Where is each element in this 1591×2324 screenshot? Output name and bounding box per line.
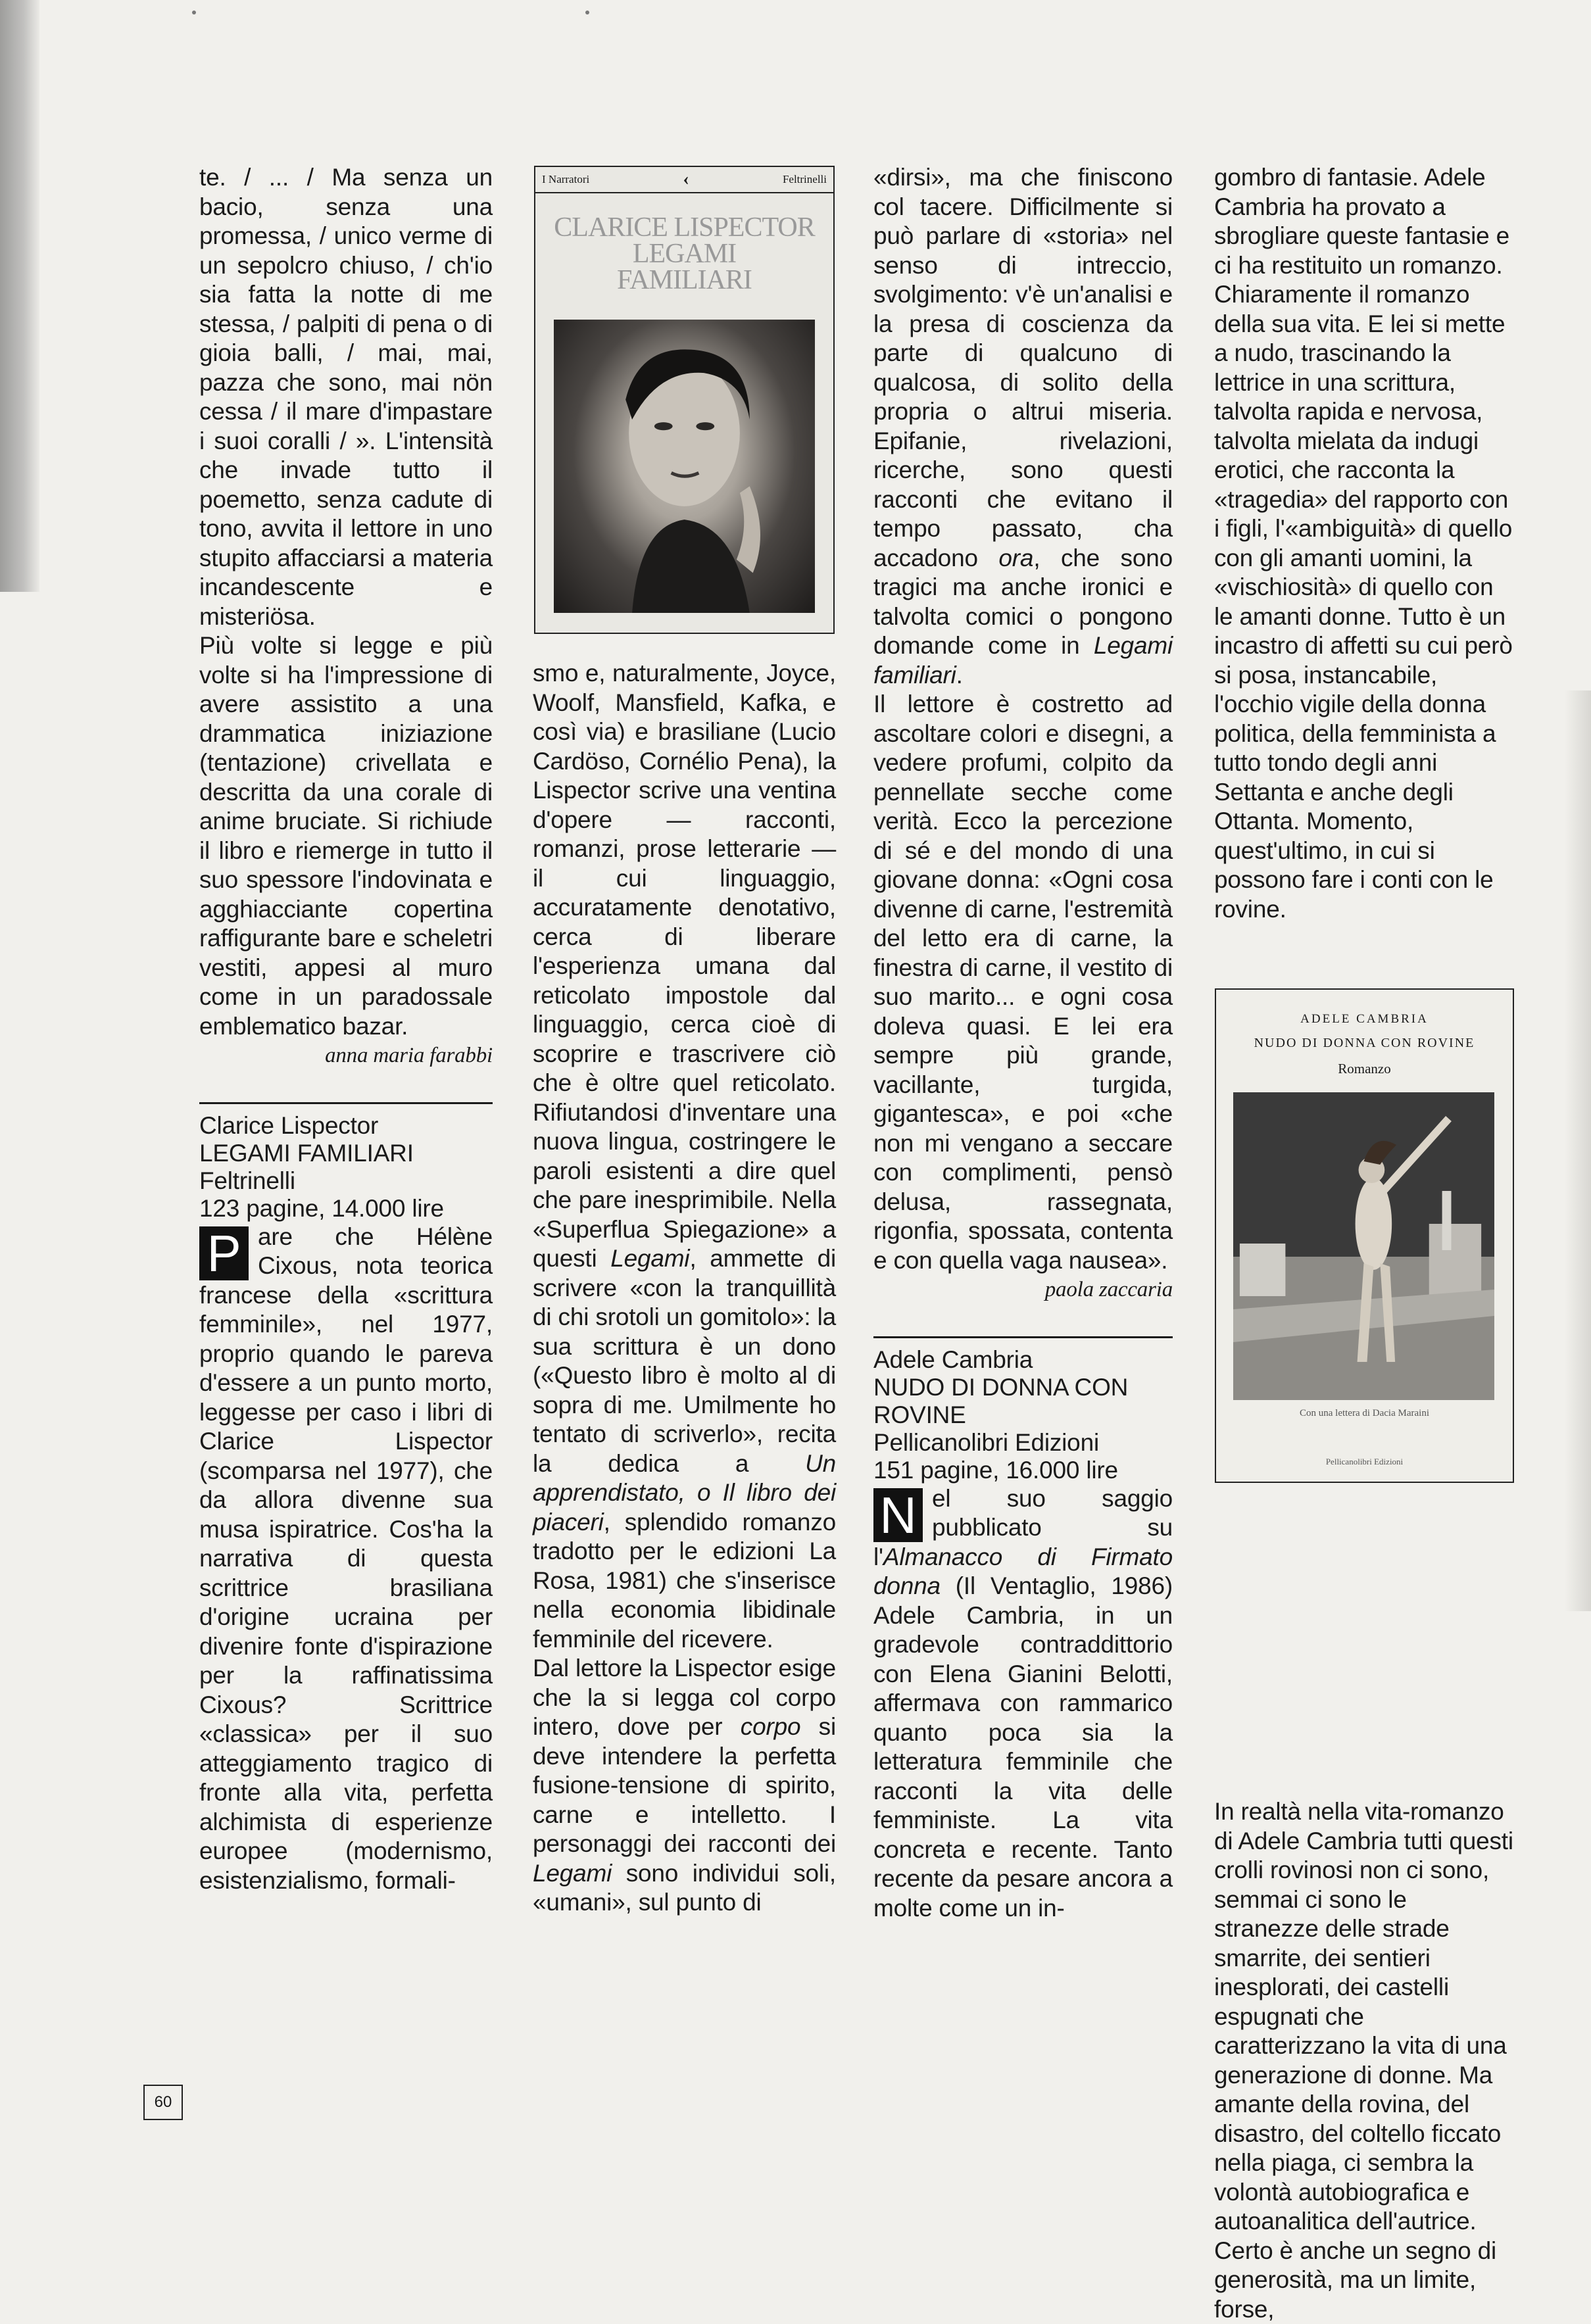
column-2: [533, 659, 836, 2125]
column-1: [199, 163, 493, 2126]
book-pages-price: 151 pagine, 16.000 lire: [873, 1456, 1118, 1484]
cover-publisher: Feltrinelli: [782, 173, 827, 185]
review-paragraph: gombro di fantasie. Adele Cambria ha provato a sbrogliare queste fantasie e ci ha restituito un romanzo. Chiaramente il romanzo della sua vita. E lei si mette a nudo, trascinando la lettrice in una scrittura, talvolta rapida e nervosa, talvolta mielata da indugi erotici, che racconta la «tragedia» del rapporto con i figli, l'«ambiguità» di quello con gli amanti uomini, la «vischiosità» di quello con le amanti donne. Tutto è un incastro di affetti su cui però si posa, instancabile, l'occhio vigile della donna politica, della femminista a tutto tondo degli anni Settanta e anche degli Ottanta. Momento, quest'ultimo, in cui si possono fare i conti con le rovine.: [1214, 164, 1513, 923]
print-speck: [585, 11, 589, 14]
review-opening-paragraph: N el suo saggio pubblicato su l'Almanacco di Firmato donna (Il Ventaglio, 1986) Adele Cambria, in un gradevole contraddittorio con Elena Gianini Belotti, affermava con rammarico quanto poca sia la letteratura femminile che racconti la vita delle femministe. La vita concreta e recente. Tanto recente da pesare ancora a molte come un in-: [873, 1484, 1173, 1922]
review-paragraph: Dal lettore la Lispector esige che la si legga col corpo intero, dove per corpo si deve intendere la perfetta fusione-tensione di spirito, carne e intelletto. I personaggi dei racconti dei Legami sono individui soli, «umani», sul punto di: [533, 1655, 837, 1916]
italic-title: Legami: [610, 1245, 690, 1272]
poem-excerpt-paragraph: te. / ... / Ma senza un bacio, senza una promessa, / unico verme di un sepolcro chiuso, / ch'io sia fatta la notte di me stessa, / palpiti di pena o di gioia balli, / mai, mai, pazza che sono, mai nön cessa / il mare d'impastare i suoi coralli / ». L'intensità che invade tutto il poemetto, senza cadute di tono, avvita il lettore in uno stupito affacciarsi a materia incandescente e misteriösa.: [199, 164, 493, 630]
book-publisher: Feltrinelli: [199, 1167, 295, 1194]
review-opening-text: are che Hélène Cixous, nota teorica francese della «scrittura femminile», nel 1977, proprio quando le pareva d'essere a un punto morto, leggesse per caso i libri di Clarice Lispector (scomparsa nel 1977), che da allora divenne sua musa ispiratrice. Cos'ha la narrativa di questa scrittrice brasiliana d'origine ucraina per divenire fonte d'ispirazione per la raffinatissima Cixous? Scrittrice «classica» per il suo atteggiamento tragico di fronte alla vita, perfetta alchimista di esperienze europee (modernismo, esistenzialismo, formali-: [199, 1223, 493, 1894]
book-pages-price: 123 pagine, 14.000 lire: [199, 1194, 444, 1222]
cover-series-bar: [535, 167, 833, 193]
column-3: [873, 163, 1173, 2126]
italic-word: corpo: [740, 1713, 801, 1740]
page-edge-shadow: [1565, 690, 1591, 1611]
book-cover-nudo-di-donna: [1215, 988, 1514, 1483]
cover-publisher: Pellicanolibri Edizioni: [1325, 1457, 1404, 1466]
cover-author: ADELE CAMBRIA: [1300, 1012, 1429, 1026]
print-speck: [192, 11, 196, 14]
italic-word: ora: [998, 544, 1034, 571]
italic-title: Legami familiari: [873, 632, 1173, 689]
italic-title: Almanacco di Firmato donna: [873, 1543, 1173, 1599]
book-info-cambria: [873, 1336, 1173, 1484]
cover-series: I Narratori: [542, 173, 590, 185]
cover-title-line-2: FAMILIARI: [617, 265, 752, 295]
review-opening-paragraph: [199, 1223, 493, 1896]
book-author: Adele Cambria: [873, 1345, 1033, 1373]
author-portrait-photo: [554, 320, 815, 613]
drop-cap: N: [873, 1488, 923, 1542]
cover-subtitle: Romanzo: [1338, 1061, 1391, 1077]
feltrinelli-logo-icon: ‹: [683, 169, 689, 189]
book-title: LEGAMI FAMILIARI: [199, 1139, 414, 1167]
page-number: 60: [143, 2085, 183, 2120]
cover-painting: [1233, 1092, 1494, 1400]
review-paragraph: Più volte si legge e più volte si ha l'impressione di avere assistito a una drammatica iniziazione (tentazione) crivellata e descritta da una corale di anime bruciate. Si richiude il libro e riemerge in tutto il suo spessore l'indovinata e agghiacciante copertina raffigurante bare e scheletri vestiti, appesi al muro come in un paradossale emblematico bazar.: [199, 632, 493, 1040]
italic-title: Legami: [533, 1859, 612, 1887]
cover-title-line-1: LEGAMI: [632, 239, 737, 269]
review-paragraph: «dirsi», ma che finiscono col tacere. Difficilmente si può parlare di «storia» nel senso di intreccio, svolgimento: v'è un'analisi e la presa di coscienza da parte di qualcuno di qualcosa, di solito della propria o altrui miseria. Epifanie, rivelazioni, ricerche, sono questi racconti che evitano il tempo passato, cha accadono ora, che sono tragici ma anche ironici e talvolta comici o pongono domande come in Legami familiari.: [873, 164, 1173, 689]
review-paragraph: Il lettore è costretto ad ascoltare colori e disegni, a vedere profumi, colpito da pennellate secche come verità. Ecco la percezione di sé e del mondo di una giovane donna: «Ogni cosa divenne di carne, l'estremità del letto era di carne, la finestra di carne, il vestito di suo marito... e ogni cosa doleva quasi. E lei era sempre più grande, vacillante, turgida, gigantesca», e poi «che non mi vengano a seccare con complimenti, pensò delusa, rassegnata, rigonfia, spossata, contenta e con quella vaga nausea».: [873, 690, 1173, 1274]
review-signature: anna maria farabbi: [325, 1044, 493, 1067]
book-title: NUDO DI DONNA CON ROVINE: [873, 1373, 1129, 1428]
book-publisher: Pellicanolibri Edizioni: [873, 1428, 1099, 1456]
painting-illustration: [1233, 1092, 1494, 1400]
cover-author: CLARICE LISPECTOR: [554, 212, 815, 243]
review-paragraph: smo e, naturalmente, Joyce, Woolf, Mansfield, Kafka, e così via) e brasiliane (Lucio Cardöso, Cornélio Pena), la Lispector scrive una ventina d'opere — racconti, romanzi, prose letterarie — il cui linguaggio, accuratamente denotativo, cerca di liberare l'esperienza umana dal reticolato impostole dal linguaggio, cerca cioè di scoprire e trascrivere ciò che è oltre quel reticolato. Rifiutandosi d'inventare una nuova lingua, costringere le paroli esistenti a dire quel che pare inesprimibile. Nella «Superflua Spiegazione» a questi Legami, ammette di scrivere «con la tranquillità di chi srotoli un gomitolo»: la sua scrittura è un dono («Questo libro è molto al di sopra di me. Umilmente ho tentato di scriverlo», recita la dedica a Un apprendistato, o Il libro dei piaceri, splendido romanzo tradotto per le edizioni La Rosa, 1981) che s'inserisce nella economia libidinale femminile del ricevere.: [533, 660, 836, 1653]
review-signature: paola zaccaria: [1044, 1278, 1173, 1301]
italic-title: Un apprendistato, o Il libro dei piaceri: [533, 1449, 836, 1536]
cover-title: NUDO DI DONNA CON ROVINE: [1254, 1036, 1475, 1050]
review-paragraph: In realtà nella vita-romanzo di Adele Cambria tutti questi crolli rovinosi non ci sono, semmai ci sono le stranezze delle strade smarrite, dei sentieri inesplorati, dei castelli espugnati che caratterizzano la vita di una generazione di donne. Ma amante della rovina, del disastro, del coltello ficcato nella piaga, ci sembra la volontà autobiografica e autoanalitica dell'autrice. Certo è anche un segno di generosità, ma un limite, forse,: [1214, 1798, 1513, 2323]
book-cover-legami-familiari: [534, 166, 835, 634]
book-author: Clarice Lispector: [199, 1111, 379, 1139]
portrait-illustration: [554, 320, 815, 613]
cover-title-block: [535, 214, 833, 293]
drop-cap: P: [199, 1226, 249, 1280]
cover-note: Con una lettera di Dacia Maraini: [1299, 1408, 1429, 1418]
book-info-lispector: [199, 1102, 493, 1223]
adjacent-page-bleed: [0, 0, 39, 592]
